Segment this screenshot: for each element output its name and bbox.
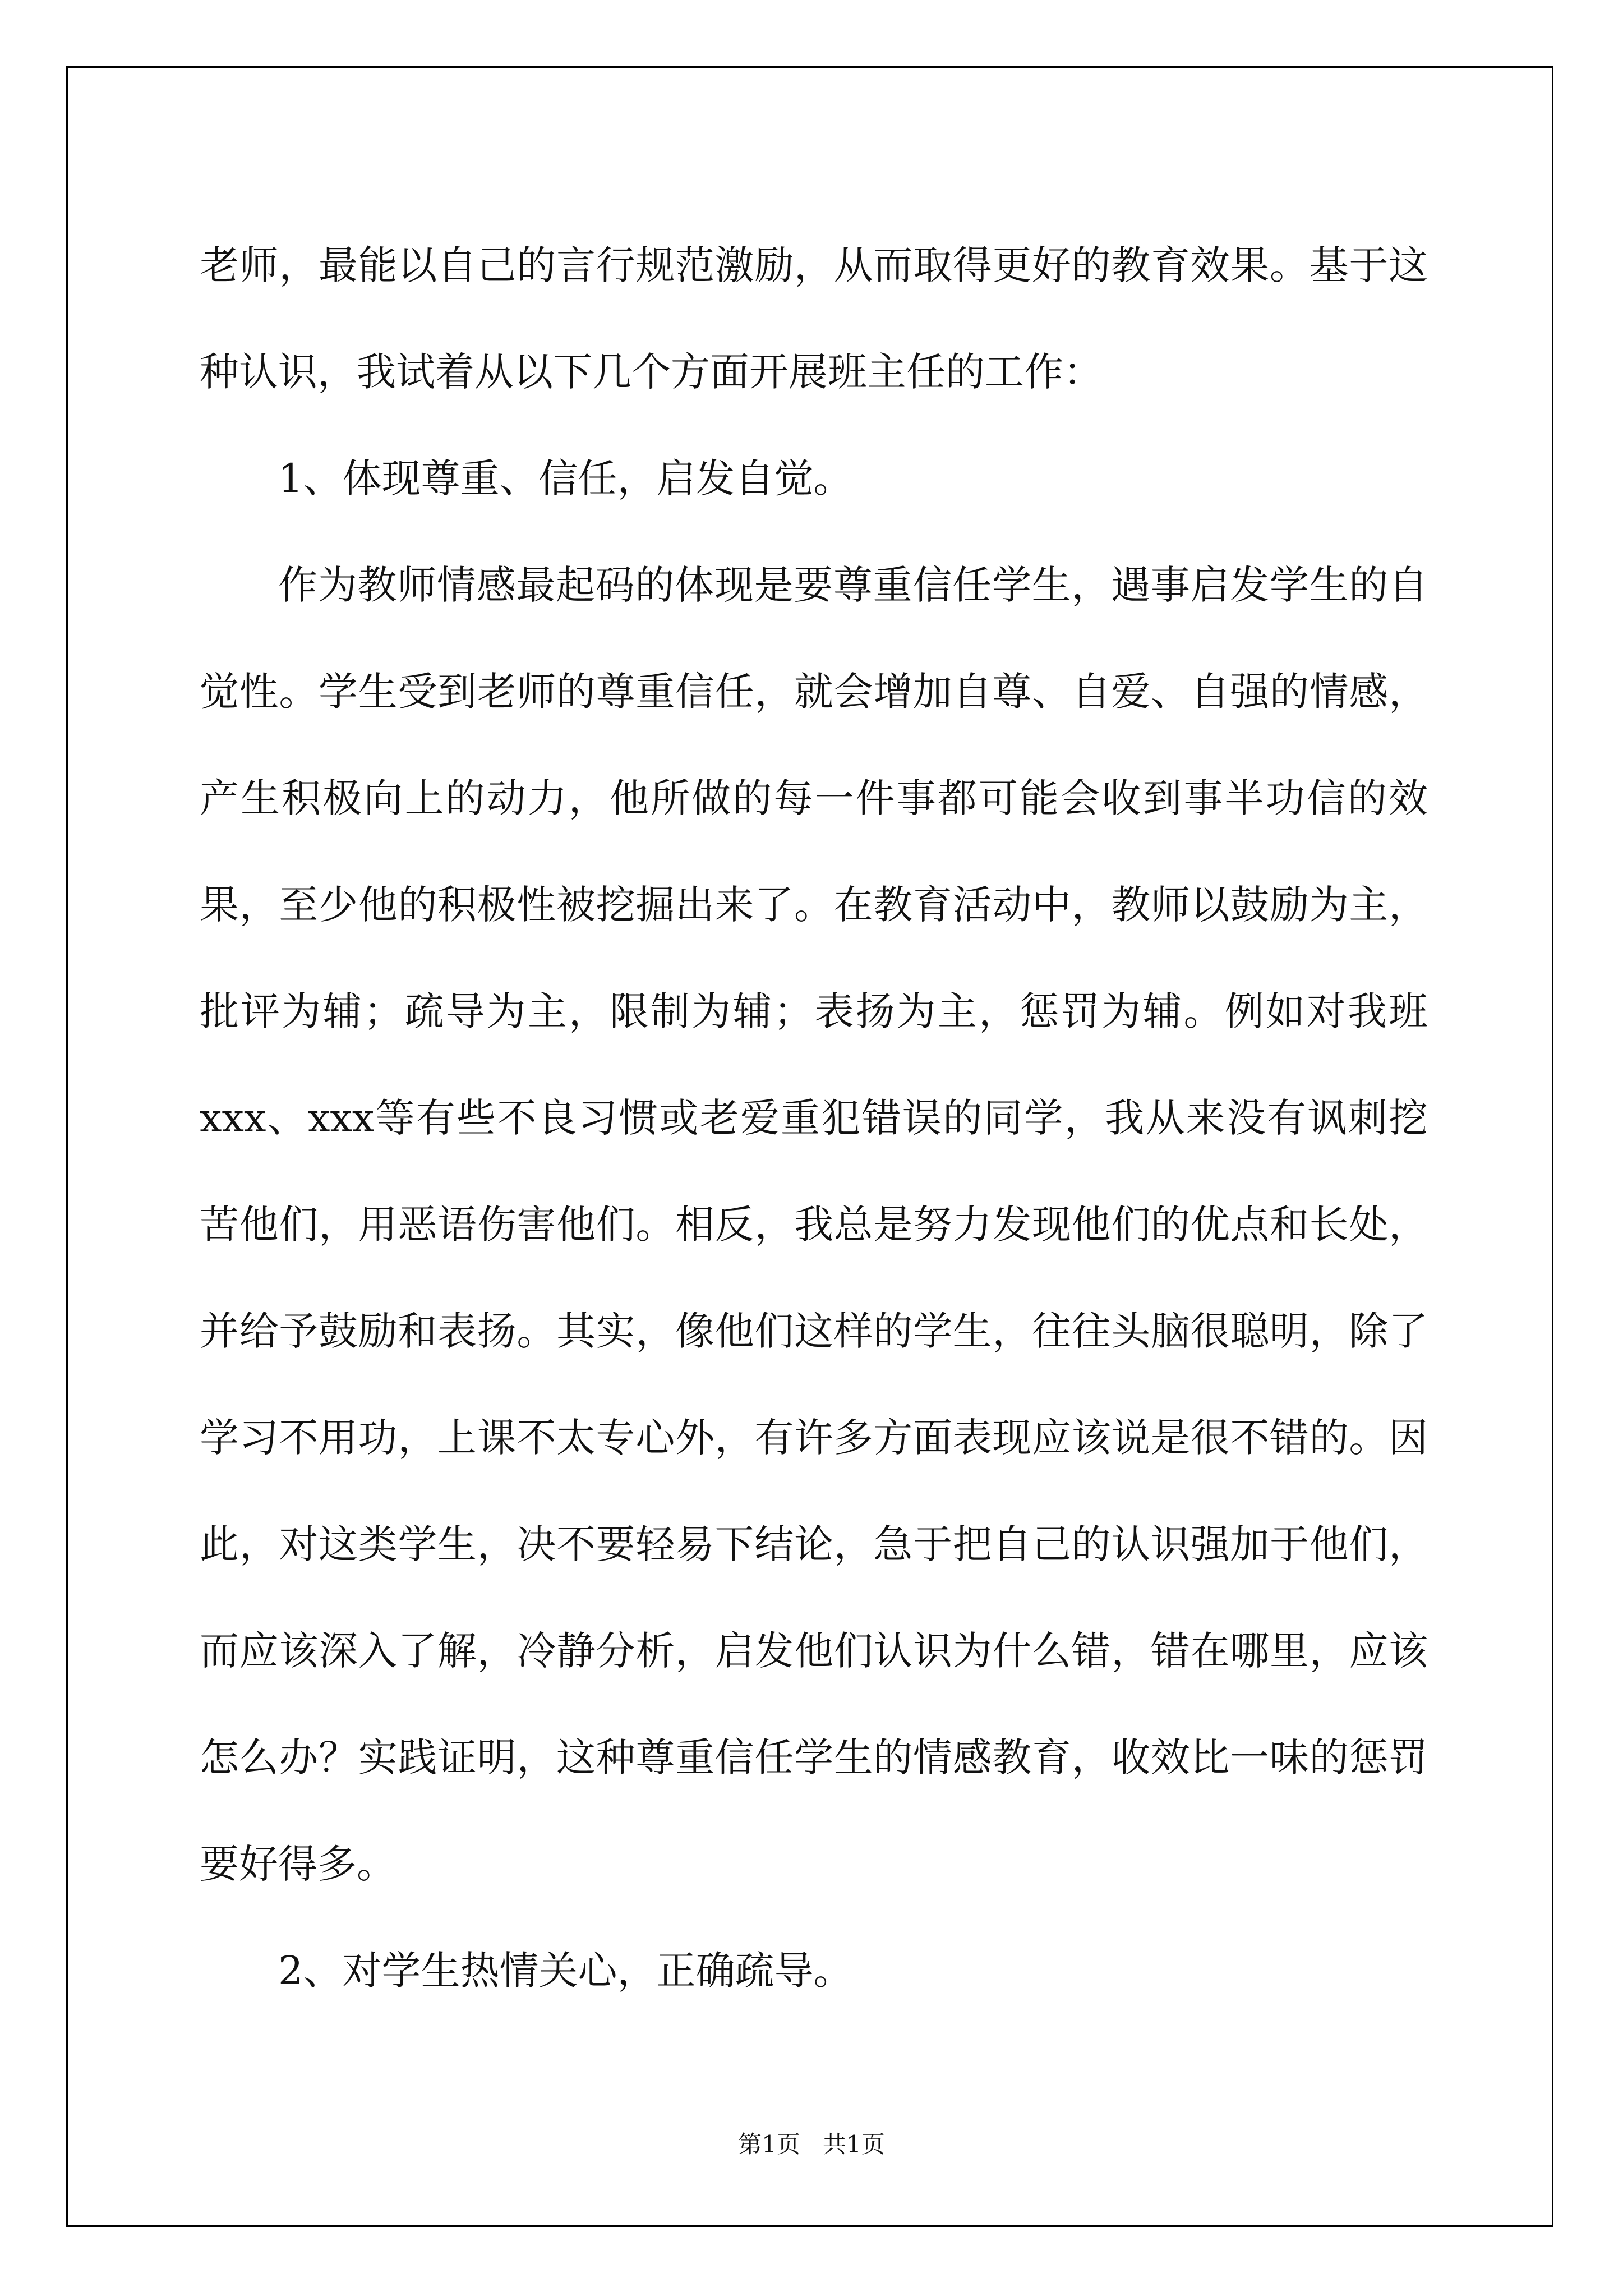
paragraph-2-heading: 1、体现尊重、信任，启发自觉。 bbox=[278, 455, 853, 501]
document-body bbox=[200, 212, 1428, 2024]
paragraph-4-heading: 2、对学生热情关心，正确疏导。 bbox=[278, 1948, 853, 1994]
page-total: 共1页 bbox=[823, 2131, 885, 2158]
page-footer bbox=[0, 2126, 1623, 2160]
page-number: 第1页 bbox=[738, 2131, 800, 2158]
paragraph-1: 老师，最能以自己的言行规范激励，从而取得更好的教育效果。基于这种认识，我试着从以下几个方面开展班主任的工作： bbox=[200, 242, 1428, 395]
paragraph-3: 作为教师情感最起码的体现是要尊重信任学生，遇事启发学生的自觉性。学生受到老师的尊重信任，就会增加自尊、自爱、自强的情感，产生积极向上的动力，他所做的每一件事都可能会收到事半功信的效果，至少他的积极性被挖掘出来了。在教育活动中，教师以鼓励为主，批评为辅；疏导为主，限制为辅；表扬为主，惩罚为辅。例如对我班xxx、xxx等有些不良习惯或老爱重犯错误的同学，我从来没有讽刺挖苦他们，用恶语伤害他们。相反，我总是努力发现他们的优点和长处，并给予鼓励和表扬。其实，像他们这样的学生，往往头脑很聪明，除了学习不用功，上课不太专心外，有许多方面表现应该说是很不错的。因此，对这类学生，决不要轻易下结论，急于把自己的认识强加于他们，而应该深入了解，冷静分析，启发他们认识为什么错，错在哪里，应该怎么办？实践证明，这种尊重信任学生的情感教育，收效比一味的惩罚要好得多。 bbox=[200, 562, 1428, 1887]
